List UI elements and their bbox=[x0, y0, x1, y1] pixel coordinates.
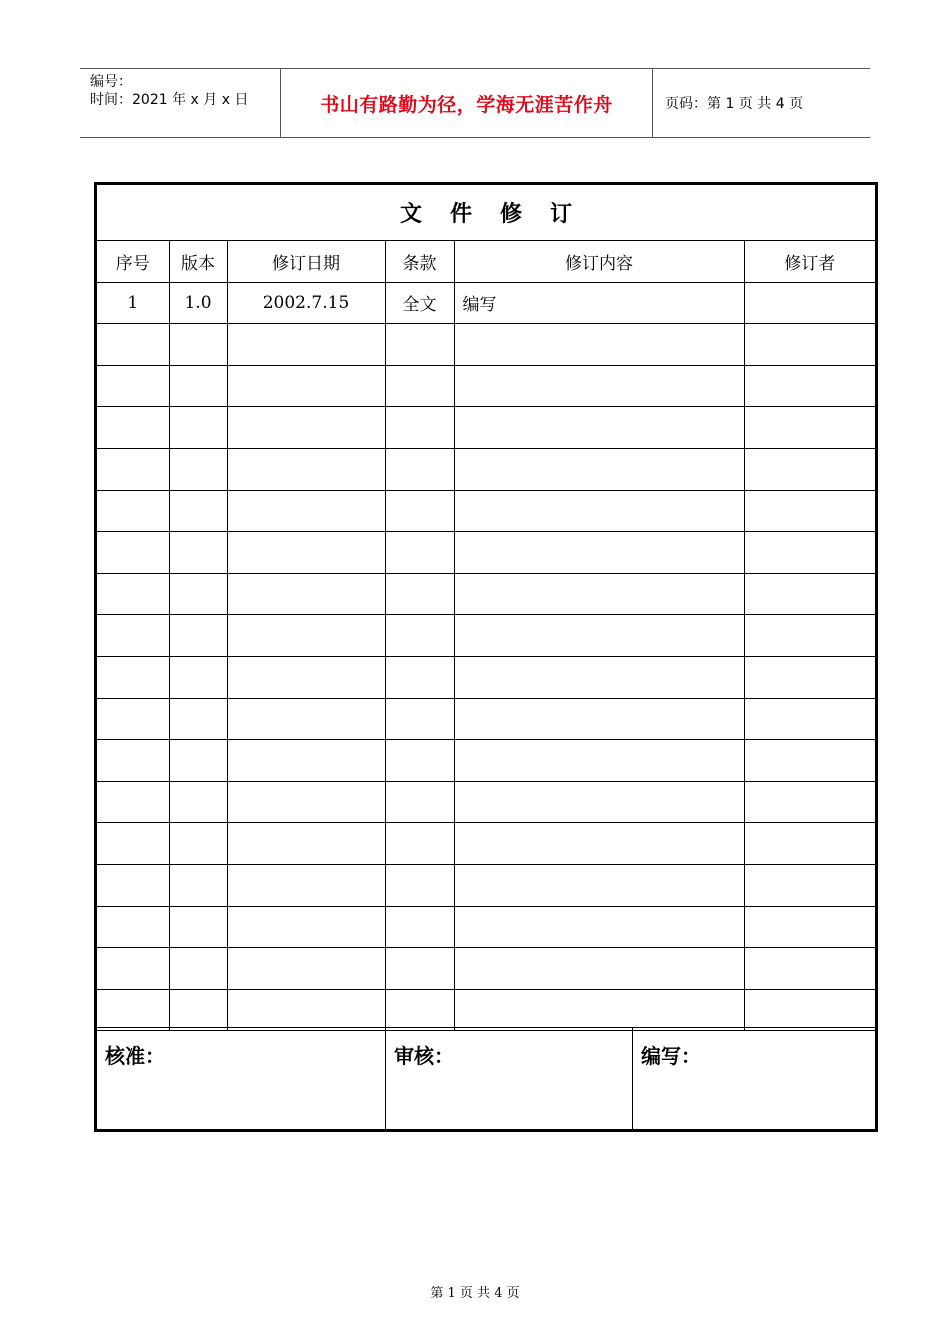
table-header-row bbox=[97, 241, 875, 283]
table-cell bbox=[454, 490, 744, 532]
write-cell bbox=[633, 1028, 875, 1130]
table-cell bbox=[169, 948, 227, 990]
title-char: 件 bbox=[449, 201, 472, 227]
table-cell bbox=[97, 324, 169, 366]
table-cell bbox=[744, 532, 875, 574]
table-cell bbox=[97, 864, 169, 906]
table-cell bbox=[744, 948, 875, 990]
table-cell bbox=[454, 656, 744, 698]
table-cell bbox=[227, 448, 385, 490]
table-cell bbox=[227, 698, 385, 740]
table-cell bbox=[385, 864, 454, 906]
table-cell bbox=[454, 698, 744, 740]
table-row bbox=[97, 906, 875, 948]
revision-table-body bbox=[97, 241, 875, 1031]
table-row bbox=[97, 698, 875, 740]
table-cell bbox=[97, 365, 169, 407]
table-cell bbox=[169, 740, 227, 782]
table-cell bbox=[227, 781, 385, 823]
table-row bbox=[97, 282, 875, 324]
table-cell bbox=[744, 324, 875, 366]
table-cell bbox=[454, 989, 744, 1031]
document-number-label: 编号： bbox=[90, 74, 132, 90]
table-cell bbox=[744, 698, 875, 740]
column-header: 序号 bbox=[97, 241, 169, 283]
table-cell bbox=[97, 948, 169, 990]
table-cell bbox=[454, 532, 744, 574]
table-row bbox=[97, 615, 875, 657]
table-cell bbox=[97, 989, 169, 1031]
table-cell bbox=[385, 948, 454, 990]
table-cell bbox=[385, 740, 454, 782]
table-cell bbox=[385, 532, 454, 574]
table-cell: 1.0 bbox=[169, 282, 227, 324]
table-cell bbox=[97, 407, 169, 449]
table-row bbox=[97, 864, 875, 906]
table-row bbox=[97, 407, 875, 449]
table-row bbox=[97, 948, 875, 990]
column-header: 版本 bbox=[169, 241, 227, 283]
column-header: 修订内容 bbox=[454, 241, 744, 283]
table-cell bbox=[169, 324, 227, 366]
table-cell bbox=[227, 906, 385, 948]
table-cell bbox=[227, 407, 385, 449]
table-cell bbox=[454, 324, 744, 366]
table-cell bbox=[169, 781, 227, 823]
table-cell bbox=[97, 906, 169, 948]
table-cell bbox=[169, 989, 227, 1031]
table-cell bbox=[97, 740, 169, 782]
review-cell bbox=[386, 1028, 633, 1130]
table-cell bbox=[744, 906, 875, 948]
table-cell bbox=[454, 365, 744, 407]
table-cell bbox=[97, 615, 169, 657]
table-row bbox=[97, 324, 875, 366]
table-cell: 编写 bbox=[454, 282, 744, 324]
table-cell bbox=[227, 948, 385, 990]
table-row bbox=[97, 656, 875, 698]
table-cell bbox=[385, 365, 454, 407]
table-row bbox=[97, 573, 875, 615]
table-cell bbox=[454, 615, 744, 657]
table-cell bbox=[744, 781, 875, 823]
table-cell bbox=[744, 864, 875, 906]
document-time-label: 时间：2021 年 x 月 x 日 bbox=[90, 92, 249, 108]
table-cell bbox=[385, 407, 454, 449]
table-cell bbox=[97, 823, 169, 865]
table-cell bbox=[169, 656, 227, 698]
approve-label: 核准： bbox=[105, 1044, 165, 1068]
table-cell bbox=[454, 864, 744, 906]
approve-cell bbox=[97, 1028, 386, 1130]
header-page-info: 页码：第 1 页 共 4 页 bbox=[665, 96, 804, 112]
table-cell bbox=[385, 906, 454, 948]
table-row bbox=[97, 781, 875, 823]
column-header: 修订日期 bbox=[227, 241, 385, 283]
header-meta bbox=[80, 69, 281, 137]
table-cell bbox=[744, 989, 875, 1031]
page-footer: 第 1 页 共 4 页 bbox=[430, 1286, 520, 1301]
title-char: 文 bbox=[399, 201, 422, 227]
table-cell bbox=[454, 781, 744, 823]
table-cell: 全文 bbox=[385, 282, 454, 324]
table-cell bbox=[169, 448, 227, 490]
table-cell bbox=[227, 532, 385, 574]
table-cell bbox=[169, 823, 227, 865]
table-cell bbox=[169, 490, 227, 532]
table-cell bbox=[227, 864, 385, 906]
table-cell bbox=[744, 740, 875, 782]
review-label: 审核： bbox=[394, 1044, 454, 1068]
table-cell bbox=[227, 324, 385, 366]
title-char: 修 bbox=[500, 201, 523, 227]
revision-table-frame bbox=[94, 182, 878, 1132]
table-cell bbox=[385, 324, 454, 366]
table-cell bbox=[227, 823, 385, 865]
signature-row bbox=[97, 1027, 875, 1130]
table-row bbox=[97, 740, 875, 782]
table-cell bbox=[744, 823, 875, 865]
table-cell bbox=[744, 615, 875, 657]
table-row bbox=[97, 823, 875, 865]
table-cell bbox=[169, 906, 227, 948]
table-cell bbox=[385, 615, 454, 657]
table-cell bbox=[385, 656, 454, 698]
table-row bbox=[97, 989, 875, 1031]
table-cell bbox=[169, 407, 227, 449]
table-cell bbox=[227, 365, 385, 407]
table-cell bbox=[169, 864, 227, 906]
page-header bbox=[80, 68, 870, 138]
revision-table-title bbox=[97, 185, 875, 241]
table-cell bbox=[454, 948, 744, 990]
title-char: 订 bbox=[550, 201, 573, 227]
table-cell bbox=[385, 823, 454, 865]
write-label: 编写： bbox=[641, 1044, 701, 1068]
table-cell bbox=[744, 448, 875, 490]
table-cell bbox=[97, 656, 169, 698]
table-cell bbox=[385, 448, 454, 490]
table-cell bbox=[97, 698, 169, 740]
table-cell bbox=[169, 365, 227, 407]
table-cell bbox=[227, 989, 385, 1031]
table-cell bbox=[169, 532, 227, 574]
column-header: 条款 bbox=[385, 241, 454, 283]
column-header: 修订者 bbox=[744, 241, 875, 283]
table-cell bbox=[227, 656, 385, 698]
table-cell bbox=[744, 656, 875, 698]
table-cell bbox=[454, 448, 744, 490]
table-cell bbox=[385, 698, 454, 740]
table-cell bbox=[744, 573, 875, 615]
table-cell: 2002.7.15 bbox=[227, 282, 385, 324]
table-row bbox=[97, 490, 875, 532]
table-cell bbox=[454, 823, 744, 865]
revision-table bbox=[97, 240, 875, 1031]
table-cell bbox=[454, 573, 744, 615]
table-cell bbox=[744, 407, 875, 449]
table-row bbox=[97, 532, 875, 574]
table-row bbox=[97, 365, 875, 407]
table-cell bbox=[454, 740, 744, 782]
table-cell bbox=[454, 407, 744, 449]
table-cell bbox=[169, 698, 227, 740]
table-cell bbox=[97, 532, 169, 574]
table-cell bbox=[385, 989, 454, 1031]
table-cell bbox=[97, 573, 169, 615]
table-row bbox=[97, 448, 875, 490]
table-cell bbox=[97, 448, 169, 490]
table-cell bbox=[744, 490, 875, 532]
table-cell bbox=[385, 573, 454, 615]
table-cell: 1 bbox=[97, 282, 169, 324]
table-cell bbox=[227, 490, 385, 532]
table-cell bbox=[744, 365, 875, 407]
table-cell bbox=[744, 282, 875, 324]
table-cell bbox=[227, 573, 385, 615]
table-cell bbox=[169, 615, 227, 657]
table-cell bbox=[385, 781, 454, 823]
table-cell bbox=[97, 490, 169, 532]
header-motto: 书山有路勤为径，学海无涯苦作舟 bbox=[281, 69, 653, 137]
table-cell bbox=[454, 906, 744, 948]
table-cell bbox=[227, 740, 385, 782]
table-cell bbox=[227, 615, 385, 657]
table-cell bbox=[169, 573, 227, 615]
table-cell bbox=[385, 490, 454, 532]
table-cell bbox=[97, 781, 169, 823]
